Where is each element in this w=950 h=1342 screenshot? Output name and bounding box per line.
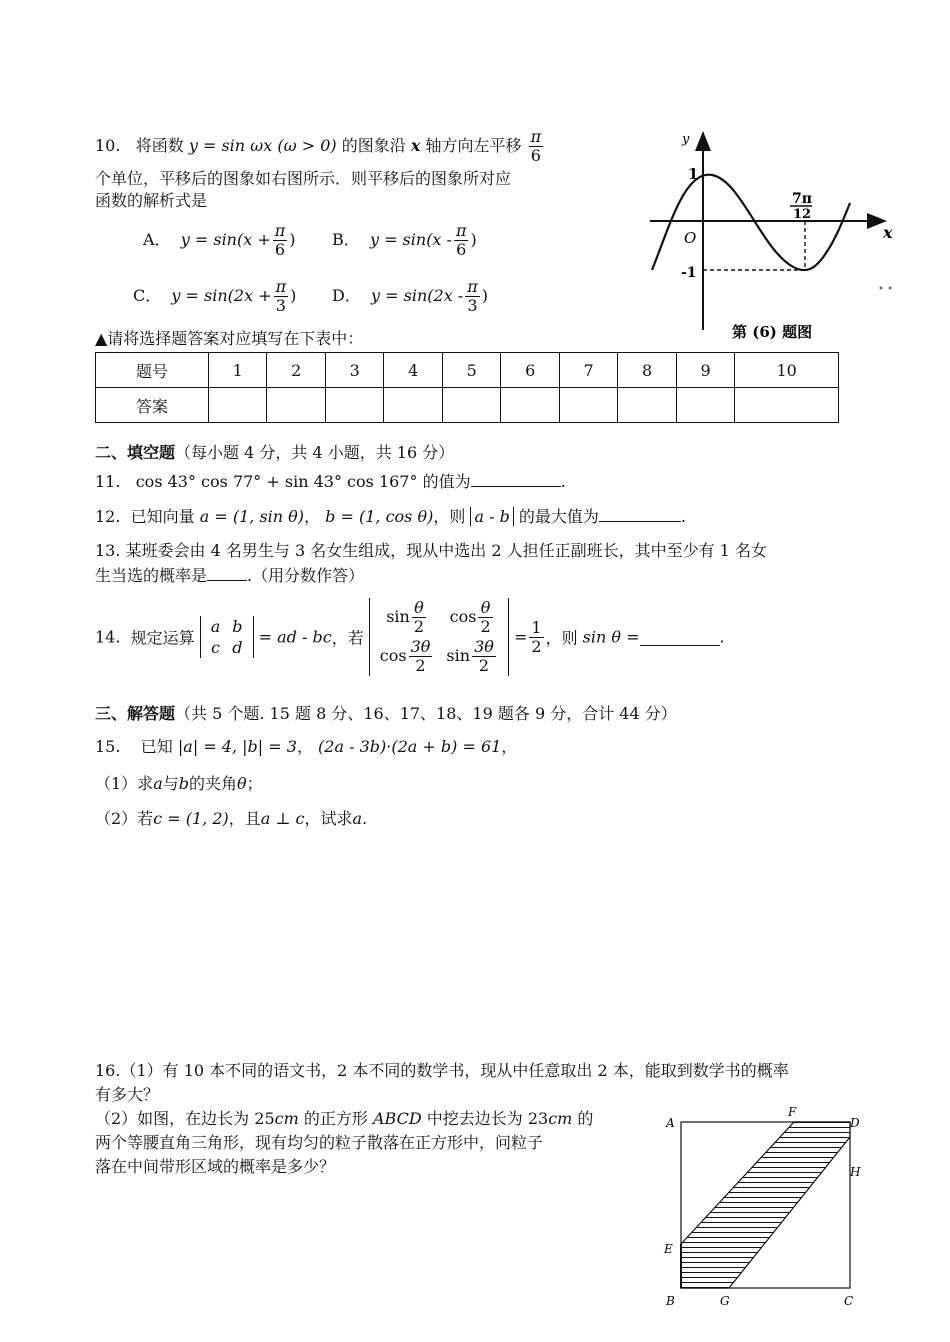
- q10-line3: 函数的解析式是: [95, 191, 208, 210]
- q10-line2: 个单位，平移后的图象如右图所示．则平移后的图象所对应: [95, 169, 512, 188]
- q10-func: y = sin ωx (ω > 0): [188, 136, 337, 155]
- table-header-cell: 答案: [96, 388, 209, 423]
- q13-line1: 13. 某班委会由 4 名男生与 3 名女生组成，现从中选出 2 人担任正副班长，其中至少有 1 名女: [95, 541, 767, 560]
- q10-x: x: [410, 136, 421, 155]
- q16-line5: 落在中间带形区域的概率是多少？: [95, 1157, 336, 1176]
- q16-square-figure: [660, 1100, 870, 1315]
- q10-option-d: D． y = sin(2x - $\frac{\pi}{3}$ ): [332, 277, 488, 315]
- section3-heading: 三、解答题（共 5 个题. 15 题 8 分、16、17、18、19 题各 9 分，合计 44 分）: [95, 704, 677, 723]
- label-g: G: [720, 1294, 730, 1308]
- q14-det-def: a b c d: [200, 616, 254, 658]
- label-d: D: [850, 1116, 860, 1130]
- q14: 14. 规定运算 a b c d = ad - bc，若 sin $\frac{\theta}{2}$ cos $\frac{\theta}{2}$ cos $\frac{3\theta}{2}$ sin $\frac{3\theta}{2}$ = $\frac{1}{2}$ ，则 sin θ = .: [95, 598, 725, 675]
- answer-table: [95, 352, 839, 423]
- table-number-cell: 4: [384, 353, 442, 388]
- q16-line4: 两个等腰直角三角形，现有均匀的粒子散落在正方形中，问粒子: [95, 1133, 544, 1152]
- table-number-cell: 3: [325, 353, 383, 388]
- table-number-cell: 5: [442, 353, 500, 388]
- graph-dots: • •: [878, 284, 893, 295]
- answer-cell[interactable]: [735, 388, 839, 423]
- table-row: [96, 353, 839, 388]
- label-a: A: [666, 1116, 675, 1130]
- label-f: F: [788, 1105, 797, 1119]
- q15-part1: （1）求a与b的夹角θ；: [95, 774, 263, 793]
- graph-origin: O: [684, 229, 697, 247]
- sine-curve: [652, 175, 850, 270]
- table-number-cell: 2: [267, 353, 325, 388]
- table-number-cell: 6: [501, 353, 559, 388]
- graph-y-label: y: [682, 132, 690, 147]
- band-region: [681, 1122, 850, 1288]
- table-number-cell: 8: [618, 353, 676, 388]
- answer-cell[interactable]: [325, 388, 383, 423]
- q14-det-trig: sin $\frac{\theta}{2}$ cos $\frac{\theta}{2}$ cos $\frac{3\theta}{2}$ sin $\frac{3\theta}{2}$: [369, 598, 509, 676]
- q10-option-c: C． y = sin(2x + $\frac{\pi}{3}$ ): [133, 277, 297, 315]
- q10-option-a: A． y = sin(x + $\frac{\pi}{6}$ ): [143, 221, 296, 259]
- table-row: [96, 388, 839, 423]
- graph-x-label: x: [883, 223, 893, 242]
- q10-sine-graph: [640, 125, 900, 350]
- q10-text: 轴方向左平移: [425, 136, 522, 155]
- q10-text: 的图象沿: [341, 136, 406, 155]
- graph-one: 1: [688, 165, 699, 183]
- table-number-cell: 10: [735, 353, 839, 388]
- q12: 12. 已知向量 a = (1, sin θ)， b = (1, cos θ)，则 a - b 的最大值为 .: [95, 507, 687, 526]
- q10-text: 将函数: [135, 136, 184, 155]
- q15-part2: （2）若c = (1, 2)，且a ⊥ c，试求a.: [95, 809, 368, 828]
- answer-cell[interactable]: [618, 388, 676, 423]
- graph-caption: 第 (6) 题图: [732, 323, 813, 341]
- q16-line2: 有多大？: [95, 1085, 160, 1104]
- table-number-cell: 9: [676, 353, 734, 388]
- answer-cell[interactable]: [267, 388, 325, 423]
- graph-tick-den: 12: [793, 207, 812, 222]
- answer-cell[interactable]: [501, 388, 559, 423]
- q15: 15. 已知 |a| = 4, |b| = 3， (2a - 3b)·(2a + b) = 61，: [95, 737, 518, 756]
- answer-cell[interactable]: [442, 388, 500, 423]
- answer-cell[interactable]: [676, 388, 734, 423]
- graph-neg-one: -1: [681, 265, 697, 281]
- q16-line3: （2）如图，在边长为 25cm 的正方形 ABCD 中挖去边长为 23cm 的: [95, 1109, 594, 1128]
- label-h: H: [850, 1165, 861, 1179]
- graph-tick-num: 7π: [792, 191, 812, 207]
- section2-heading: 二、填空题（每小题 4 分，共 4 小题，共 16 分）: [95, 443, 455, 462]
- q11: 11. cos 43° cos 77° + sin 43° cos 167° 的值为 .: [95, 472, 566, 491]
- table-number-cell: 7: [559, 353, 617, 388]
- q10-shift-frac: $\frac{\pi}{6}$: [530, 127, 542, 165]
- answer-cell[interactable]: [209, 388, 267, 423]
- label-b: B: [666, 1294, 675, 1308]
- label-e: E: [664, 1242, 673, 1256]
- q16-line1: 16.（1）有 10 本不同的语文书，2 本不同的数学书，现从中任意取出 2 本，能取到数学书的概率: [95, 1061, 789, 1080]
- table-number-cell: 1: [209, 353, 267, 388]
- q10-number: 10.: [95, 136, 121, 155]
- label-c: C: [844, 1294, 854, 1308]
- q10-line1: [95, 128, 545, 165]
- answer-cell[interactable]: [559, 388, 617, 423]
- answer-table-intro: ▲请将选择题答案对应填写在下表中：: [95, 329, 364, 348]
- q13-line2: 生当选的概率是 .（用分数作答）: [95, 566, 365, 585]
- answer-cell[interactable]: [384, 388, 442, 423]
- q10-option-b: B． y = sin(x - $\frac{\pi}{6}$ ): [332, 221, 477, 259]
- table-header-cell: 题号: [96, 353, 209, 388]
